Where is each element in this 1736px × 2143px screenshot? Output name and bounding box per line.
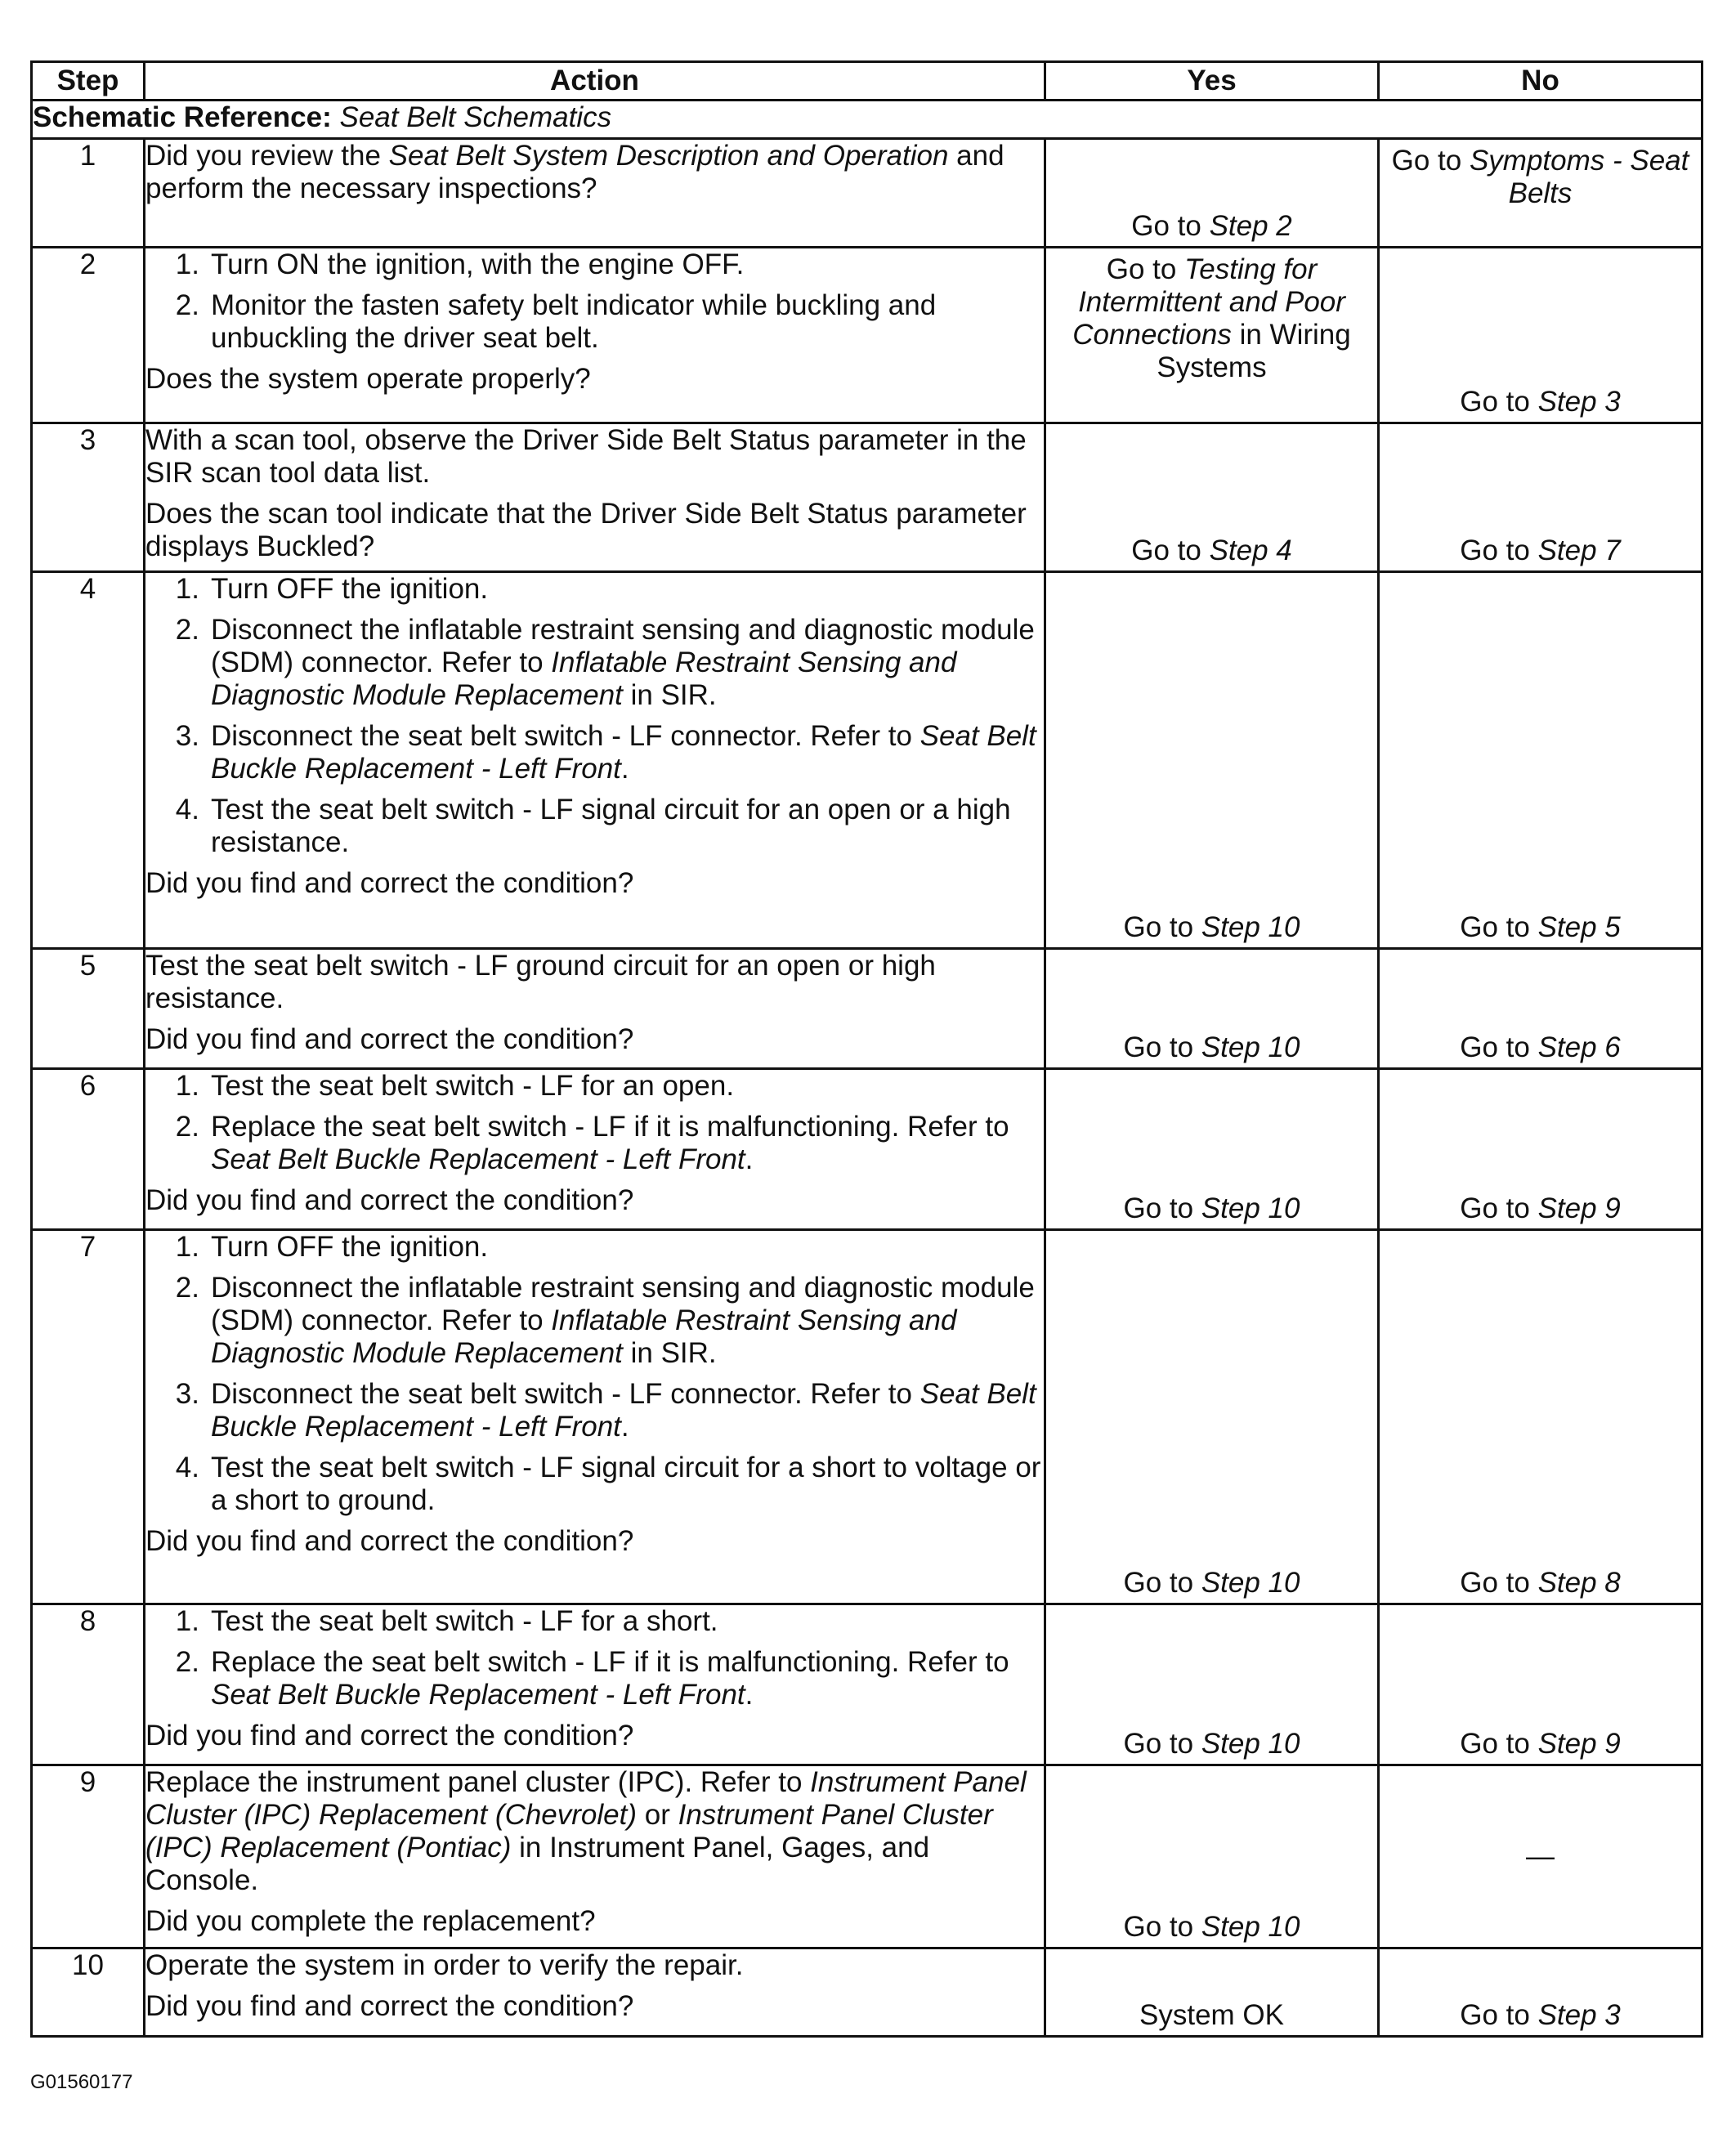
figure-id: G01560177 xyxy=(30,2071,133,2093)
step-number: 10 xyxy=(32,1948,145,2037)
step-link[interactable]: Step 10 xyxy=(1201,1911,1300,1943)
table-row xyxy=(32,1948,1702,2037)
step-number: 1 xyxy=(32,139,145,248)
header-row xyxy=(32,62,1702,101)
table-row xyxy=(32,1765,1702,1948)
step-number: 5 xyxy=(32,949,145,1069)
reference-link[interactable]: Inflatable Restraint Sensing and Diagnostic Module Replacement xyxy=(211,1304,957,1369)
step-number: 3 xyxy=(32,423,145,572)
system-ok-text: System OK xyxy=(1139,1999,1284,2031)
list-item: 1. Test the seat belt switch - LF for an open. xyxy=(175,1070,735,1102)
step-link[interactable]: Step 9 xyxy=(1537,1728,1621,1760)
action-cell xyxy=(145,423,1045,572)
action-text: Did you review the Seat Belt System Description and Operation and perform the necessary inspections? xyxy=(145,140,1004,204)
yes-cell: Go to Step 2 xyxy=(1045,139,1379,248)
table-row xyxy=(32,1604,1702,1765)
no-cell: Go to Step 8 xyxy=(1379,1230,1702,1604)
table-row xyxy=(32,1230,1702,1604)
list-item: 2. Disconnect the inflatable restraint sensing and diagnostic module (SDM) connector. Refer to Inflatable Restraint Sensing and Diagnostic Module Replacement in SIR. xyxy=(175,614,1035,711)
list-item: 4. Test the seat belt switch - LF signal circuit for an open or a high resistance. xyxy=(175,794,1011,858)
table-row xyxy=(32,139,1702,248)
action-cell xyxy=(145,949,1045,1069)
step-link[interactable]: Step 3 xyxy=(1537,386,1621,418)
question-text: Did you find and correct the condition? xyxy=(145,1184,634,1216)
step-link[interactable]: Step 10 xyxy=(1201,1567,1300,1599)
no-cell xyxy=(1379,1765,1702,1948)
action-text: Replace the instrument panel cluster (IPC). Refer to Instrument Panel Cluster (IPC) Replacement (Chevrolet) or Instrument Panel Cluster (IPC) Replacement (Pontiac) in Instrument Panel, Gages, and Console. xyxy=(145,1766,1027,1896)
reference-link[interactable]: Instrument Panel Cluster (IPC) Replacement (Pontiac) xyxy=(145,1799,993,1863)
action-cell xyxy=(145,1230,1045,1604)
reference-link[interactable]: Seat Belt Buckle Replacement - Left Front xyxy=(211,1378,1036,1443)
action-cell xyxy=(145,248,1045,423)
schematic-row xyxy=(32,101,1702,139)
no-cell: Go to Step 7 xyxy=(1379,423,1702,572)
table-row xyxy=(32,1069,1702,1230)
reference-link[interactable]: Instrument Panel Cluster (IPC) Replacement (Chevrolet) xyxy=(145,1766,1027,1831)
table-row xyxy=(32,949,1702,1069)
yes-cell: Go to Step 10 xyxy=(1045,949,1379,1069)
step-link[interactable]: Step 10 xyxy=(1201,1728,1300,1760)
not-applicable-dash: — xyxy=(1526,1840,1555,1872)
diagnostic-table xyxy=(30,60,1703,2038)
list-item: 2. Replace the seat belt switch - LF if it is malfunctioning. Refer to Seat Belt Buckle Replacement - Left Front. xyxy=(175,1646,1009,1711)
list-item: 1. Turn ON the ignition, with the engine OFF. xyxy=(175,248,745,280)
yes-cell: Go to Testing for Intermittent and Poor Connections in Wiring Systems xyxy=(1045,248,1379,423)
question-text: Did you find and correct the condition? xyxy=(145,1525,634,1557)
list-item: 3. Disconnect the seat belt switch - LF connector. Refer to Seat Belt Buckle Replacement - Left Front. xyxy=(175,720,1036,785)
step-link[interactable]: Step 6 xyxy=(1537,1031,1621,1063)
no-cell: Go to Step 3 xyxy=(1379,1948,1702,2037)
list-item: 1. Turn OFF the ignition. xyxy=(175,1231,489,1263)
step-link[interactable]: Step 2 xyxy=(1209,210,1292,242)
action-cell xyxy=(145,1948,1045,2037)
yes-cell: Go to Step 10 xyxy=(1045,1069,1379,1230)
action-cell xyxy=(145,572,1045,949)
question-text: Did you complete the replacement? xyxy=(145,1905,596,1937)
question-text: Did you find and correct the condition? xyxy=(145,867,634,899)
table-row xyxy=(32,572,1702,949)
step-link[interactable]: Step 4 xyxy=(1209,535,1292,566)
step-link[interactable]: Step 7 xyxy=(1537,535,1621,566)
no-cell: Go to Symptoms - Seat Belts xyxy=(1379,139,1702,248)
header-step: Step xyxy=(32,62,145,101)
question-text: Did you find and correct the condition? xyxy=(145,1023,634,1055)
yes-cell: Go to Step 10 xyxy=(1045,1230,1379,1604)
schematic-label: Schematic Reference: xyxy=(33,101,332,133)
header-action: Action xyxy=(145,62,1045,101)
step-link[interactable]: Step 5 xyxy=(1537,911,1621,943)
step-number: 2 xyxy=(32,248,145,423)
reference-link[interactable]: Seat Belt Buckle Replacement - Left Front xyxy=(211,1143,745,1175)
action-cell xyxy=(145,1069,1045,1230)
step-link[interactable]: Step 10 xyxy=(1201,911,1300,943)
reference-link[interactable]: Testing for Intermittent and Poor Connections xyxy=(1072,253,1345,351)
table-row xyxy=(32,248,1702,423)
list-item: 3. Disconnect the seat belt switch - LF connector. Refer to Seat Belt Buckle Replacement - Left Front. xyxy=(175,1378,1036,1443)
action-cell xyxy=(145,1765,1045,1948)
step-number: 6 xyxy=(32,1069,145,1230)
step-number: 7 xyxy=(32,1230,145,1604)
step-link[interactable]: Step 3 xyxy=(1537,1999,1621,2031)
yes-cell xyxy=(1045,1948,1379,2037)
reference-link[interactable]: Seat Belt System Description and Operation xyxy=(388,140,949,172)
step-number: 4 xyxy=(32,572,145,949)
reference-link[interactable]: Inflatable Restraint Sensing and Diagnostic Module Replacement xyxy=(211,646,957,711)
question-text: Does the scan tool indicate that the Driver Side Belt Status parameter displays Buckled? xyxy=(145,498,1027,562)
symptoms-link[interactable]: Symptoms - Seat Belts xyxy=(1469,145,1689,209)
reference-link[interactable]: Seat Belt Buckle Replacement - Left Front xyxy=(211,1679,745,1711)
reference-link[interactable]: Seat Belt Buckle Replacement - Left Front xyxy=(211,720,1036,785)
schematic-reference xyxy=(32,101,1702,139)
step-number: 8 xyxy=(32,1604,145,1765)
yes-cell: Go to Step 10 xyxy=(1045,1604,1379,1765)
step-link[interactable]: Step 8 xyxy=(1537,1567,1621,1599)
question-text: Does the system operate properly? xyxy=(145,363,591,395)
question-text: Did you find and correct the condition? xyxy=(145,1990,634,2022)
list-item: 1. Turn OFF the ignition. xyxy=(175,573,489,605)
table-row xyxy=(32,423,1702,572)
list-item: 2. Replace the seat belt switch - LF if it is malfunctioning. Refer to Seat Belt Buckle Replacement - Left Front. xyxy=(175,1111,1009,1175)
no-cell: Go to Step 5 xyxy=(1379,572,1702,949)
action-cell xyxy=(145,1604,1045,1765)
header-no: No xyxy=(1379,62,1702,101)
no-cell: Go to Step 3 xyxy=(1379,248,1702,423)
no-cell: Go to Step 9 xyxy=(1379,1069,1702,1230)
list-item: 1. Test the seat belt switch - LF for a short. xyxy=(175,1605,718,1637)
action-text: Test the seat belt switch - LF ground circuit for an open or high resistance. xyxy=(145,950,936,1014)
action-text: With a scan tool, observe the Driver Side Belt Status parameter in the SIR scan tool data list. xyxy=(145,424,1027,489)
step-link[interactable]: Step 10 xyxy=(1201,1192,1300,1224)
header-yes: Yes xyxy=(1045,62,1379,101)
question-text: Did you find and correct the condition? xyxy=(145,1720,634,1752)
list-item: 2. Disconnect the inflatable restraint sensing and diagnostic module (SDM) connector. Refer to Inflatable Restraint Sensing and Diagnostic Module Replacement in SIR. xyxy=(175,1272,1035,1369)
schematic-link[interactable]: Seat Belt Schematics xyxy=(339,101,612,133)
list-item: 4. Test the seat belt switch - LF signal circuit for a short to voltage or a short to ground. xyxy=(175,1452,1041,1516)
yes-cell: Go to Step 4 xyxy=(1045,423,1379,572)
step-link[interactable]: Step 9 xyxy=(1537,1192,1621,1224)
action-text: Operate the system in order to verify the repair. xyxy=(145,1949,744,1981)
step-number: 9 xyxy=(32,1765,145,1948)
no-cell: Go to Step 6 xyxy=(1379,949,1702,1069)
list-item: 2. Monitor the fasten safety belt indicator while buckling and unbuckling the driver seat belt. xyxy=(175,289,937,354)
action-cell xyxy=(145,139,1045,248)
no-cell: Go to Step 9 xyxy=(1379,1604,1702,1765)
yes-cell: Go to Step 10 xyxy=(1045,1765,1379,1948)
step-link[interactable]: Step 10 xyxy=(1201,1031,1300,1063)
yes-cell: Go to Step 10 xyxy=(1045,572,1379,949)
